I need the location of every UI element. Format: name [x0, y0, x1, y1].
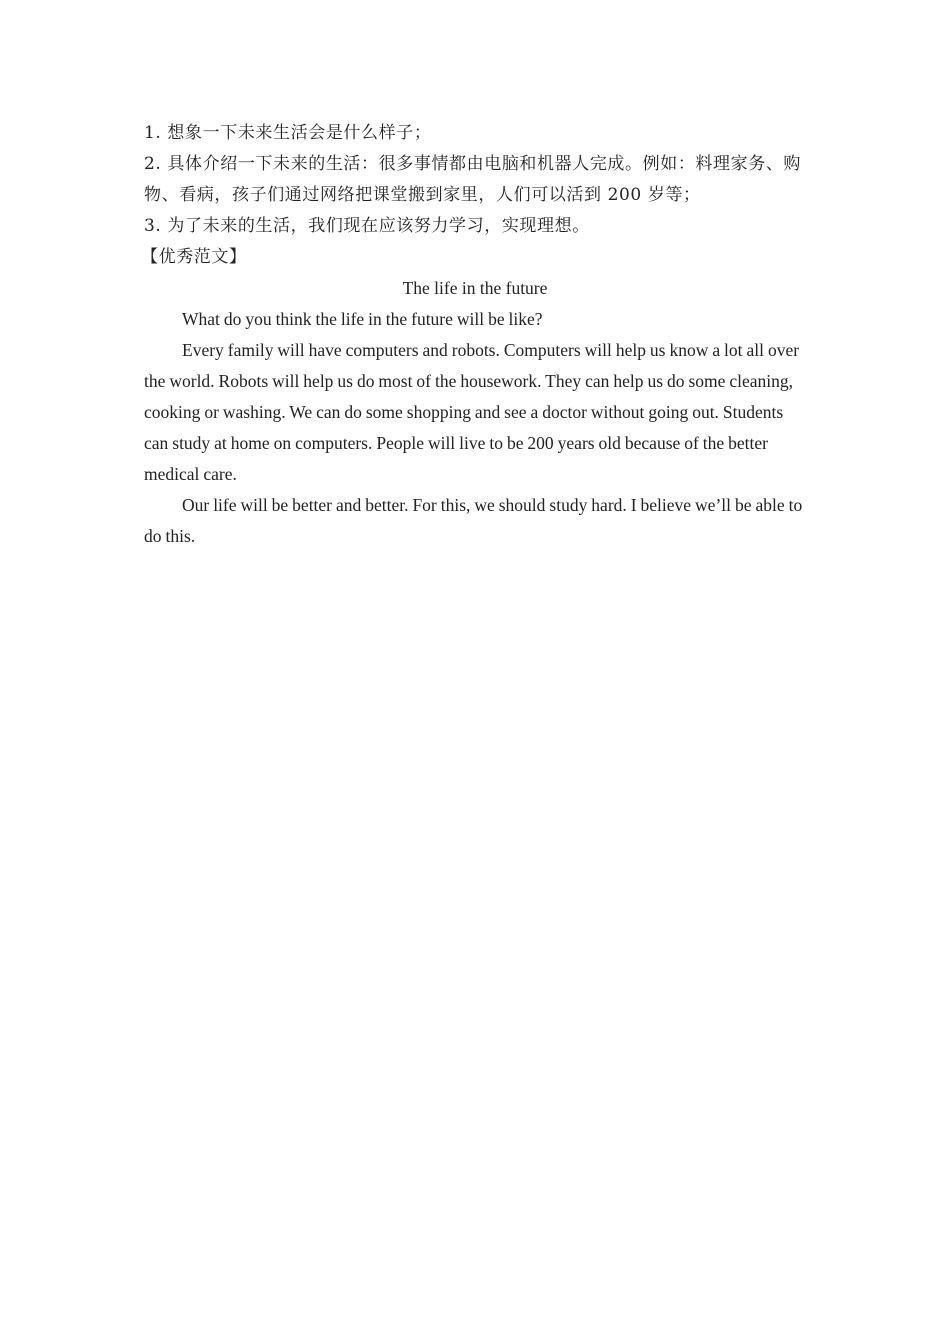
- outline-item-2: 2. 具体介绍一下未来的生活：很多事情都由电脑和机器人完成。例如：料理家务、购物、看病，孩子们通过网络把课堂搬到家里，人们可以活到 200 岁等；: [144, 154, 802, 205]
- outline-item-1: 1. 想象一下未来生活会是什么样子；: [144, 123, 432, 143]
- essay-title: The life in the future: [402, 278, 548, 298]
- essay-paragraph-2: Every family will have computers and robots. Computers will help us know a lot all over the world. Robots will help us do most of the housework. They can help us do some cleaning, cooking or washing. We can do some shopping and see a doctor without going out. Students can study at home on computers. People will live to be 200 years old because of the better medical care.: [144, 340, 800, 484]
- document-content: [141, 118, 806, 552]
- essay-paragraph-1: What do you think the life in the future will be like?: [182, 309, 543, 329]
- sample-essay-heading: 【优秀范文】: [141, 247, 247, 267]
- essay-paragraph-3: Our life will be better and better. For this, we should study hard. I believe we’ll be able to do this.: [144, 495, 803, 546]
- outline-item-3: 3. 为了未来的生活，我们现在应该努力学习，实现理想。: [144, 216, 590, 236]
